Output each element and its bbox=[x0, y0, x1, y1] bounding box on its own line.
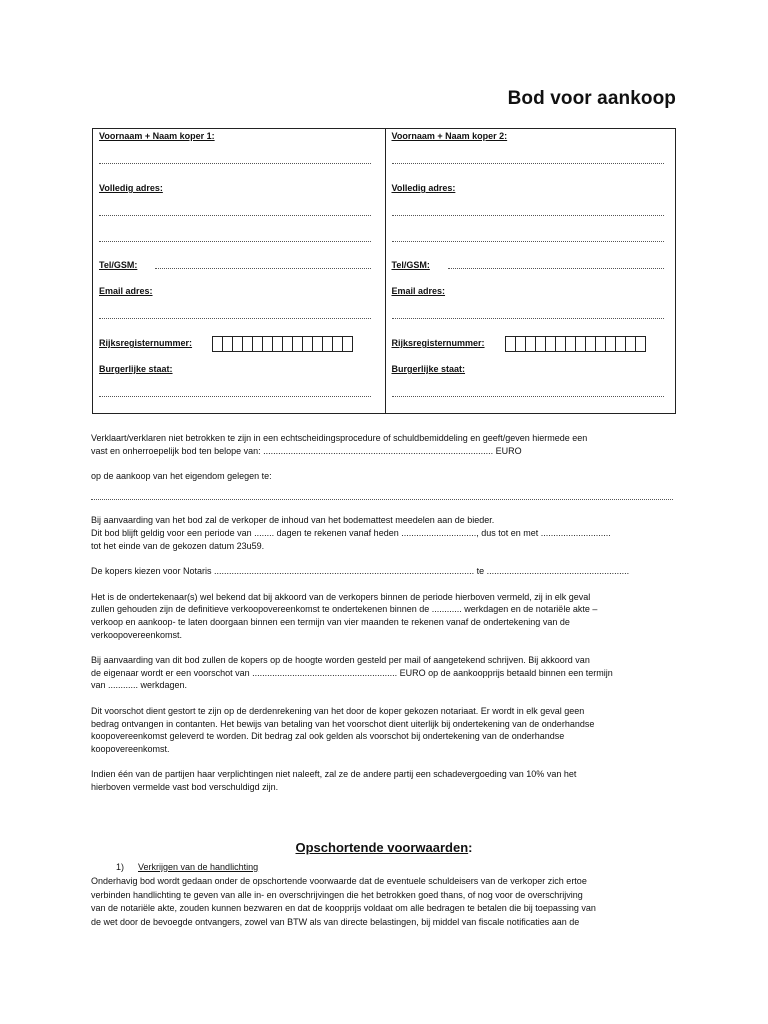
text-line: Dit bod blijft geldig voor een periode van ........ dagen te rekenen vanaf heden .............................., dus tot en met ............................ bbox=[91, 527, 611, 538]
text-line: van ............ werkdagen. bbox=[91, 680, 188, 691]
text-line: hierboven vermelde vast bod verschuldigd zijn. bbox=[91, 781, 279, 792]
text-line: tot het einde van de gekozen datum 23u59. bbox=[91, 540, 265, 551]
buyer-1-national-number-label: Rijksregisternummer: bbox=[99, 338, 193, 348]
text-line: Het is de ondertekenaar(s) wel bekend dat bij akkoord van de verkopers binnen de periode hierboven vermeld, zij in elk geval bbox=[91, 591, 591, 602]
buyer-1-phone-field[interactable] bbox=[155, 268, 371, 269]
document-title: Bod voor aankoop bbox=[507, 88, 676, 109]
buyer-2-civil-status-field[interactable] bbox=[392, 396, 664, 397]
condition-list-item bbox=[116, 862, 258, 872]
text-line: Bij aanvaarding van dit bod zullen de kopers op de hoogte worden gesteld per mail of aangetekend schrijven. Bij akkoord van bbox=[91, 655, 590, 666]
section-heading-text: Opschortende voorwaarden bbox=[295, 840, 469, 855]
text-line: verbinden handlichting te geven van alle in- en overschrijvingen die het betrokken goed thans, of nog voor de overschrijving bbox=[91, 889, 583, 900]
buyer-2-name-field[interactable] bbox=[392, 163, 664, 164]
property-location-paragraph bbox=[91, 470, 681, 483]
penalty-paragraph bbox=[91, 768, 681, 793]
text-line: van de notariële akte, zouden kunnen bezwaren en dat de koopprijs voldaat om alle bedragen te betalen die bij toepassing van bbox=[91, 903, 596, 914]
buyer-2-column bbox=[385, 129, 676, 413]
buyer-1-email-field[interactable] bbox=[99, 318, 371, 319]
offer-paragraph bbox=[91, 432, 681, 457]
buyer-form-table bbox=[92, 128, 676, 414]
text-line: Dit voorschot dient gestort te zijn op de derdenrekening van het door de koper gekozen notariaat. Er wordt in elk geval geen bbox=[91, 705, 585, 716]
text-line: de wet door de bevoegde ontvangers, zowel van BTW als van directe belastingen, bij middel van fiscale notificaties aan de bbox=[91, 916, 580, 927]
buyer-2-address-label: Volledig adres: bbox=[391, 183, 456, 193]
document-body bbox=[91, 432, 681, 806]
buyer-2-email-field[interactable] bbox=[392, 318, 664, 319]
text-line: Onderhavig bod wordt gedaan onder de opschortende voorwaarde dat de eventuele schuldeisers van de verkoper zich ertoe bbox=[91, 876, 587, 886]
validity-paragraph bbox=[91, 514, 681, 552]
notary-paragraph bbox=[91, 565, 681, 578]
buyer-2-national-number-boxes[interactable] bbox=[506, 336, 646, 352]
buyer-2-national-number-label: Rijksregisternummer: bbox=[391, 338, 485, 348]
buyer-1-address-field-2[interactable] bbox=[99, 241, 371, 242]
text-line: verkoop en aankoop- te laten doorgaan binnen een termijn van vier maanden te rekenen vanaf de ondertekening van de bbox=[91, 616, 570, 627]
section-heading-colon: : bbox=[468, 840, 473, 855]
text-line: koopovereenkomst. bbox=[91, 743, 170, 754]
buyer-1-civil-status-field[interactable] bbox=[99, 396, 371, 397]
text-line: Indien één van de partijen haar verplichtingen niet naleeft, zal ze de andere partij een schadevergoeding van 10% van het bbox=[91, 769, 577, 780]
buyer-2-address-field-1[interactable] bbox=[392, 215, 664, 216]
condition-paragraph bbox=[91, 875, 681, 929]
buyer-2-name-label: Voornaam + Naam koper 2: bbox=[391, 131, 508, 141]
buyer-1-phone-label: Tel/GSM: bbox=[99, 260, 138, 270]
buyer-1-address-label: Volledig adres: bbox=[99, 183, 163, 193]
list-item-text: Verkrijgen van de handlichting bbox=[138, 862, 259, 872]
buyer-1-civil-status-label: Burgerlijke staat: bbox=[99, 364, 173, 374]
text-line: de eigenaar wordt er een voorschot van .......................................................... EURO op de aankoopprijs betaald binnen een termijn bbox=[91, 667, 613, 678]
buyer-2-phone-field[interactable] bbox=[448, 268, 664, 269]
text-line: bedrag ontvangen in contanten. Het bewijs van betaling van het voorschot dient uiterlijk bij ondertekening van de onderhandse bbox=[91, 718, 595, 729]
buyer-1-email-label: Email adres: bbox=[99, 286, 153, 296]
section-heading bbox=[0, 840, 768, 855]
text-line: op de aankoop van het eigendom gelegen te: bbox=[91, 471, 272, 482]
deposit-paragraph bbox=[91, 705, 681, 755]
text-line: Bij aanvaarding van het bod zal de verkoper de inhoud van het bodemattest meedelen aan de bieder. bbox=[91, 515, 495, 526]
buyer-1-column bbox=[93, 129, 385, 413]
buyer-1-name-field[interactable] bbox=[99, 163, 371, 164]
text-line: De kopers kiezen voor Notaris ........................................................................................................ te ......................................................... bbox=[91, 566, 630, 577]
buyer-2-email-label: Email adres: bbox=[391, 286, 446, 296]
text-line: verkoopovereenkomst. bbox=[91, 629, 183, 640]
text-line: zullen gehouden zijn de definitieve verkoopovereenkomst te ondertekenen binnen de ............ werkdagen en de notariële akte – bbox=[91, 604, 598, 615]
text-line: Verklaart/verklaren niet betrokken te zijn in een echtscheidingsprocedure of schuldbemiddeling en geeft/geven hiermede een bbox=[91, 433, 588, 443]
buyer-1-name-label: Voornaam + Naam koper 1: bbox=[99, 131, 215, 141]
text-line: koopovereenkomst geleverd te worden. Dit bedrag zal ook gelden als voorschot bij ondertekening van de onderhandse bbox=[91, 731, 565, 742]
buyer-2-phone-label: Tel/GSM: bbox=[391, 260, 430, 270]
buyer-1-national-number-boxes[interactable] bbox=[213, 336, 353, 352]
digit-box[interactable] bbox=[635, 336, 646, 352]
property-location-field[interactable] bbox=[91, 487, 673, 501]
buyer-2-address-field-2[interactable] bbox=[392, 241, 664, 242]
text-line: vast en onherroepelijk bod ten belope van: ............................................................................................ EURO bbox=[91, 445, 522, 456]
buyer-1-address-field-1[interactable] bbox=[99, 215, 371, 216]
digit-box[interactable] bbox=[342, 336, 353, 352]
list-number: 1) bbox=[116, 862, 125, 872]
acceptance-paragraph bbox=[91, 654, 681, 692]
signatories-paragraph bbox=[91, 591, 681, 641]
buyer-2-civil-status-label: Burgerlijke staat: bbox=[391, 364, 466, 374]
